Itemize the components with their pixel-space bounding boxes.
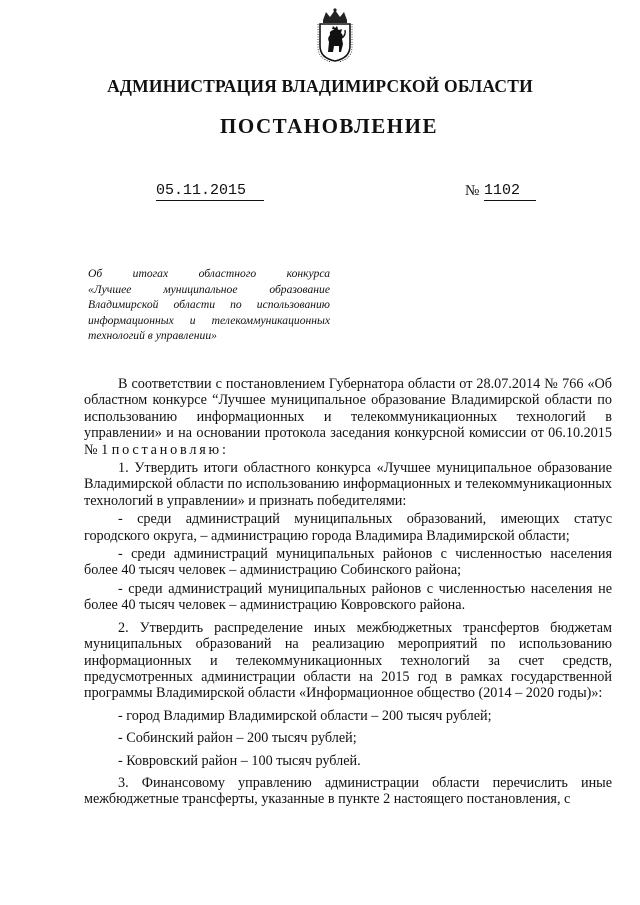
document-type: ПОСТАНОВЛЕНИЕ: [220, 114, 438, 138]
item-1: 1. Утвердить итоги областного конкурса «Лучшее муниципальное образование Владимирской области по использованию информационных и телекоммуникационных технологий в управлении» и признать победителями:: [84, 460, 612, 509]
document-subject: [88, 266, 330, 344]
subject-line: «Лучшее муниципальное образование: [88, 282, 330, 296]
document-body: [84, 376, 612, 810]
number-label: №: [465, 183, 480, 199]
subject-line: технологий в управлении»: [88, 329, 217, 342]
document-date: 05.11.2015: [156, 182, 264, 201]
intro-text: В соответствии с постановлением Губернатора области от 28.07.2014 № 766 «Об областном конкурсе “Лучшее муниципальное образование Владимирской области по использованию информационных и телекоммуникационных технологий в управлении» и на основании протокола заседания конкурсной комиссии от 06.10.2015 № 1: [84, 376, 612, 458]
subject-line: Об итогах областного конкурса: [88, 267, 330, 280]
subject-line: информационных и телекоммуникационных: [88, 313, 330, 327]
document-number: 1102: [484, 182, 536, 201]
subject-line: Владимирской области по использованию: [88, 298, 330, 311]
agency-name: АДМИНИСТРАЦИЯ ВЛАДИМИРСКОЙ ОБЛАСТИ: [107, 76, 533, 96]
winner-3: - среди администраций муниципальных районов с численностью населения не более 40 тысяч человек – администрацию Ковровского района.: [84, 580, 612, 614]
allocation-3: - Ковровский район – 100 тысяч рублей.: [118, 752, 361, 769]
decree-word: постановляю:: [111, 441, 229, 458]
item-3: 3. Финансовому управлению администрации области перечислить иные межбюджетные трансферты, указанные в пункте 2 настоящего постановления, с: [84, 774, 612, 808]
vladimir-coat-of-arms-icon: [315, 8, 355, 62]
item-2: 2. Утвердить распределение иных межбюджетных трансфертов бюджетам муниципальных образований на реализацию мероприятий по использованию информационных и телекоммуникационных технологий за счет средств, предусмотренных администрации области на 2015 год в рамках государственной программы Владимирской области «Информационное общество (2014 – 2020 годы)»:: [84, 619, 612, 702]
allocation-2: - Собинский район – 200 тысяч рублей;: [118, 730, 357, 747]
winner-2: - среди администраций муниципальных районов с численностью населения более 40 тысяч человек – администрацию Собинского района;: [84, 546, 612, 579]
allocation-1: - город Владимир Владимирской области – 200 тысяч рублей;: [118, 707, 492, 724]
intro-paragraph: [84, 376, 612, 458]
winner-1: - среди администраций муниципальных образований, имеющих статус городского округа, – администрацию города Владимира Владимирской области;: [84, 511, 612, 544]
